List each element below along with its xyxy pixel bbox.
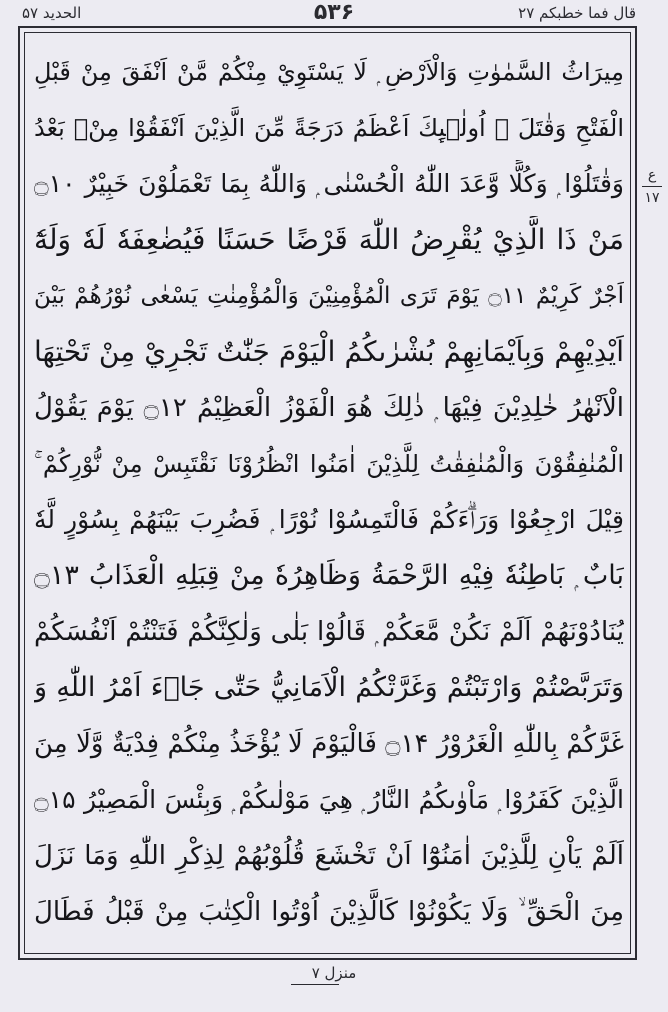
text-block <box>34 34 624 954</box>
text-line: الْفَتْحِ وَقٰتَلَ ۭ اُولٰۗىِٕكَ اَعْظَمُ دَرَجَةً مِّنَ الَّذِيْنَ اَنْفَقُوْا مِنْۢ بَعْدُ <box>34 114 624 142</box>
text-line: قِيْلَ ارْجِعُوْا وَرَاۗءَكُمْ فَالْتَمِسُوْا نُوْرًا ۭ فَضُرِبَ بَيْنَهُمْ بِسُوْرٍ لَّهٗ <box>34 505 624 534</box>
footer-rule <box>291 984 339 985</box>
text-line: اَيْدِيْهِمْ وَبِاَيْمَانِهِمْ بُشْرٰىكُمُ الْيَوْمَ جَنّٰتٌ تَجْرِيْ مِنْ تَحْتِهَا <box>34 335 624 368</box>
text-line: وَتَرَبَّصْتُمْ وَارْتَبْتُمْ وَغَرَّتْكُمُ الْاَمَانِيُّ حَتّٰى جَاۗءَ اَمْرُ اللّٰهِ وَ <box>34 672 624 703</box>
text-line: وَقٰتَلُوْا ۭ وَكُلًّا وَّعَدَ اللّٰهُ الْحُسْنٰى ۭ وَاللّٰهُ بِمَا تَعْمَلُوْنَ خَبِيْرٌ ۝۱۰ <box>34 169 624 198</box>
ruku-marker <box>638 166 666 207</box>
text-line: الْاَنْهٰرُ خٰلِدِيْنَ فِيْهَا ۭ ذٰلِكَ هُوَ الْفَوْزُ الْعَظِيْمُ ۝۱۲ يَوْمَ يَقُوْلُ <box>34 393 624 423</box>
text-line: مَنْ ذَا الَّذِيْ يُقْرِضُ اللّٰهَ قَرْضًا حَسَنًا فَيُضٰعِفَهٗ لَهٗ وَلَهٗٓ <box>34 223 624 256</box>
text-line: اَلَمْ يَاْنِ لِلَّذِيْنَ اٰمَنُوْٓا اَنْ تَخْشَعَ قُلُوْبُهُمْ لِذِكْرِ اللّٰهِ وَمَا نَزَلَ <box>34 841 624 871</box>
page-number: ۵۳۶ <box>313 0 355 25</box>
ruku-marker-top: ع <box>647 167 657 183</box>
text-line: الَّذِيْنَ كَفَرُوْا ۭ مَاْوٰىكُمُ النَّارُ ۭ هِيَ مَوْلٰىكُمْ ۭ وَبِئْسَ الْمَصِيْرُ ۝۱۵ <box>34 785 624 814</box>
text-line: مِيرَاثُ السَّمٰوٰتِ وَالْاَرْضِ ۭ لَا يَسْتَوِيْ مِنْكُمْ مَّنْ اَنْفَقَ مِنْ قَبْلِ <box>34 58 624 86</box>
ruku-marker-bottom: ۱۷ <box>644 190 660 206</box>
text-line: يُنَادُوْنَهُمْ اَلَمْ نَكُنْ مَّعَكُمْ ۭ قَالُوْا بَلٰى وَلٰكِنَّكُمْ فَتَنْتُمْ اَنْفُسَكُمْ <box>34 617 624 647</box>
text-line: مِنَ الْحَقِّ ۙ وَلَا يَكُوْنُوْا كَالَّذِيْنَ اُوْتُوا الْكِتٰبَ مِنْ قَبْلُ فَطَالَ <box>34 897 624 927</box>
text-line: اَجْرٌ كَرِيْمٌ ۝۱۱ يَوْمَ تَرَى الْمُؤْمِنِيْنَ وَالْمُؤْمِنٰتِ يَسْعٰى نُوْرُهُمْ بَيْنَ <box>34 283 624 309</box>
text-line: بَابٌ ۭ بَاطِنُهٗ فِيْهِ الرَّحْمَةُ وَظَاهِرُهٗ مِنْ قِبَلِهِ الْعَذَابُ ۝۱۳ <box>34 560 624 591</box>
manzil-label: منزل ۷ <box>311 964 357 982</box>
ruku-marker-rule <box>642 186 662 187</box>
text-line: غَرَّكُمْ بِاللّٰهِ الْغَرُوْرُ ۝۱۴ فَالْيَوْمَ لَا يُؤْخَذُ مِنْكُمْ فِدْيَةٌ وَّلَا مِنَ <box>34 729 624 759</box>
header-surah-name: الحدید ۵۷ <box>22 4 82 22</box>
text-line: الْمُنٰفِقُوْنَ وَالْمُنٰفِقٰتُ لِلَّذِيْنَ اٰمَنُوا انْظُرُوْنَا نَقْتَبِسْ مِنْ نُّوْرِكُمْ ۚ <box>34 450 624 478</box>
header-juz-name: قال فما خطبکم ۲۷ <box>518 4 636 22</box>
